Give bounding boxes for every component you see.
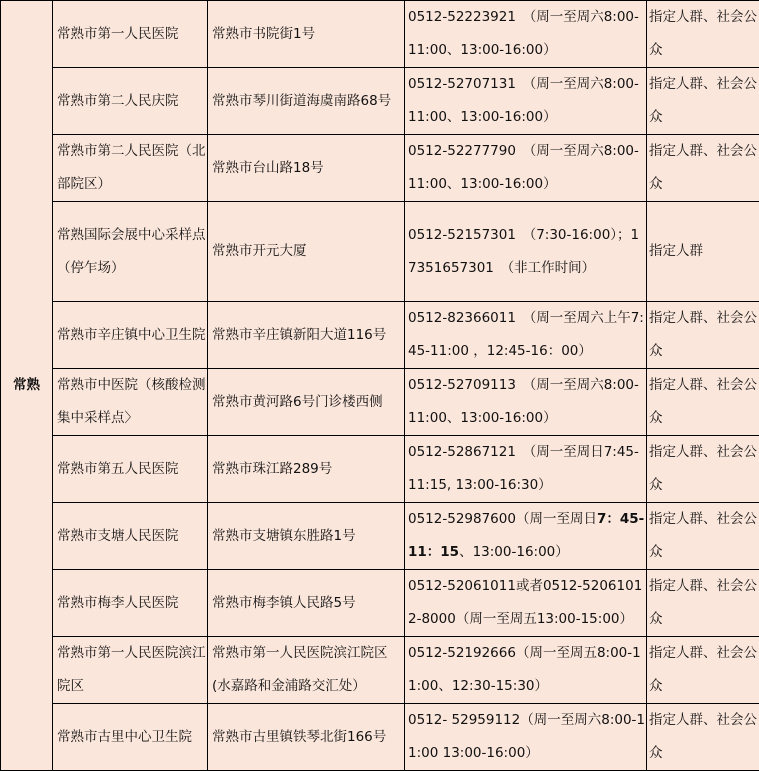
phone-hours-bold: 7：45-11：15 [408,511,645,560]
site-name: 常熟市第五人民医院 [53,436,208,503]
site-name: 常熟国际会展中心采样点（停乍场） [53,202,208,302]
site-phone-hours: 0512-52223921 （周一至周六8:00-11:00、13:00-16:00） [405,1,647,68]
site-phone-hours: 0512-82366011 （周一至周六上午7:45-11:00 ，12:45-16：00） [405,302,647,369]
site-address: 常熟市第一人民医院滨江院区(水嘉路和金浦路交汇处） [208,637,405,704]
phone-text: 0512-52987600（周一至周日 [408,511,597,527]
site-target-group: 指定人群 [647,202,759,302]
site-target-group: 指定人群、社会公众 [647,570,759,637]
table-row [1,302,759,369]
site-target-group: 指定人群、社会公众 [647,369,759,436]
site-name: 常熟市古里中心卫生院 [53,704,208,771]
table-row [1,637,759,704]
site-address: 常熟市辛庄镇新阳大道116号 [208,302,405,369]
site-phone-hours: 0512-52277790 （周一至周六8:00-11:00、13:00-16:00） [405,135,647,202]
site-name: 常熟市第二人民医院（北部院区） [53,135,208,202]
site-address: 常熟市黄河路6号门诊楼西侧 [208,369,405,436]
table-row [1,704,759,771]
site-phone-hours [405,503,647,570]
site-name: 常熟市第一人民医院 [53,1,208,68]
site-address: 常熟市古里镇铁琴北街166号 [208,704,405,771]
site-address: 常熟市开元大厦 [208,202,405,302]
site-name: 常熟市支塘人民医院 [53,503,208,570]
site-target-group: 指定人群、社会公众 [647,704,759,771]
site-target-group: 指定人群、社会公众 [647,637,759,704]
city-cell: 常熟 [1,1,53,771]
table-row [1,68,759,135]
site-phone-hours: 0512-52192666（周一至周五8:00-11:00、12:30-15:30） [405,637,647,704]
phone-text: 、13:00-16:00） [459,544,569,560]
table-row [1,202,759,302]
site-target-group: 指定人群、社会公众 [647,302,759,369]
site-phone-hours: 0512-52157301 （7:30-16:00）；17351657301 （非工作时间） [405,202,647,302]
site-phone-hours: 0512-52867121 （周一至周日7:45-11:15, 13:00-16:30） [405,436,647,503]
site-name: 常熟市梅李人民医院 [53,570,208,637]
site-target-group: 指定人群、社会公众 [647,503,759,570]
site-address: 常熟市台山路18号 [208,135,405,202]
site-address: 常熟市梅李镇人民路5号 [208,570,405,637]
site-phone-hours: 0512-52061011或者0512-52061012-8000（周一至周五13:00-15:00） [405,570,647,637]
site-target-group: 指定人群、社会公众 [647,1,759,68]
site-address: 常熟市支塘镇东胜路1号 [208,503,405,570]
site-name: 常熟市辛庄镇中心卫生院 [53,302,208,369]
site-name: 常熟市中医院（核酸检测集中采样点〉 [53,369,208,436]
site-address: 常熟市珠江路289号 [208,436,405,503]
site-phone-hours: 0512-52707131 （周一至周六8:00-11:00、13:00-16:00） [405,68,647,135]
site-name: 常熟市第一人民医院滨江院区 [53,637,208,704]
site-target-group: 指定人群、社会公众 [647,68,759,135]
table-row [1,570,759,637]
table-row [1,503,759,570]
site-name: 常熟市第二人民庆院 [53,68,208,135]
site-target-group: 指定人群、社会公众 [647,436,759,503]
site-target-group: 指定人群、社会公众 [647,135,759,202]
site-address: 常熟市琴川街道海虞南路68号 [208,68,405,135]
table-row [1,436,759,503]
table-row [1,135,759,202]
site-phone-hours: 0512- 52959112（周一至周六8:00-11:00 13:00-16:00） [405,704,647,771]
table-row [1,369,759,436]
table-row [1,1,759,68]
site-phone-hours: 0512-52709113 （周一至周六8:00-11:00、13:00-16:00） [405,369,647,436]
site-address: 常熟市书院街1号 [208,1,405,68]
